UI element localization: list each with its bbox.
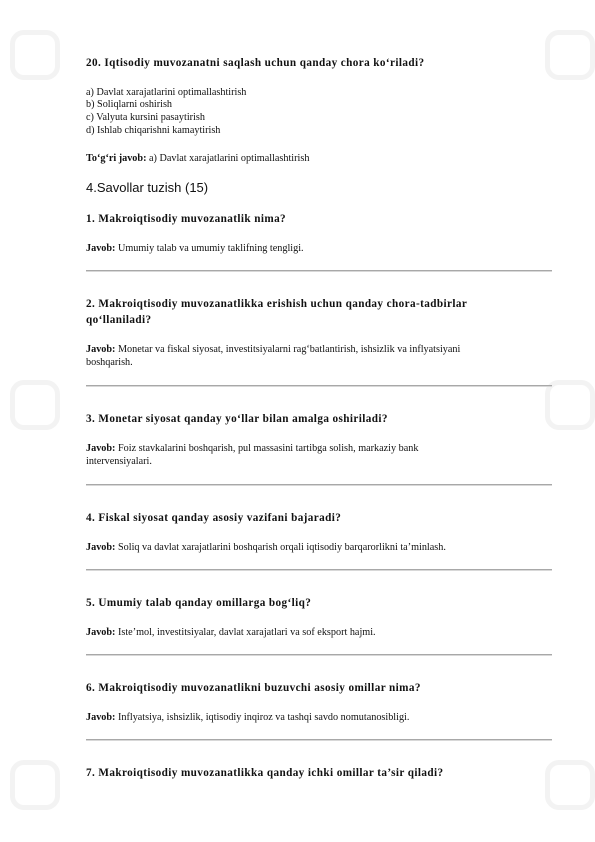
question-4-answer xyxy=(86,542,446,554)
answer-label: Javob: xyxy=(86,712,116,723)
divider xyxy=(86,569,552,571)
answer-label: Javob: xyxy=(86,243,116,254)
question-20-title: 20. Iqtisodiy muvozanatni saqlash uchun qanday chora ko‘riladi? xyxy=(86,57,425,69)
answer-text: Soliq va davlat xarajatlarini boshqarish orqali iqtisodiy barqarorlikni ta’minlash. xyxy=(115,542,446,553)
option-b: b) Soliqlarni oshirish xyxy=(86,99,173,110)
option-c: c) Valyuta kursini pasaytirish xyxy=(86,112,205,123)
answer-text: Foiz stavkalarini boshqarish, pul massasini tartibga solish, markaziy bank xyxy=(115,443,419,454)
watermark-shape xyxy=(10,380,60,430)
question-2-answer xyxy=(86,344,460,356)
question-3-answer-cont: intervensiyalari. xyxy=(86,456,152,467)
question-1-answer xyxy=(86,243,304,255)
divider xyxy=(86,270,552,272)
question-2-answer-cont: boshqarish. xyxy=(86,357,133,368)
watermark-shape xyxy=(10,760,60,810)
answer-text: Inflyatsiya, ishsizlik, iqtisodiy inqiroz va tashqi savdo nomutanosibligi. xyxy=(115,712,410,723)
option-a: a) Davlat xarajatlarini optimallashtirish xyxy=(86,87,247,98)
correct-answer-text: a) Davlat xarajatlarini optimallashtirish xyxy=(146,153,310,164)
question-6-title: 6. Makroiqtisodiy muvozanatlikni buzuvchi asosiy omillar nima? xyxy=(86,682,421,694)
question-2-title: 2. Makroiqtisodiy muvozanatlikka erishish uchun qanday chora-tadbirlar xyxy=(86,298,468,310)
answer-text: Umumiy talab va umumiy taklifning tengligi. xyxy=(115,243,304,254)
question-3-title: 3. Monetar siyosat qanday yo‘llar bilan amalga oshiriladi? xyxy=(86,413,388,425)
answer-label: Javob: xyxy=(86,344,116,355)
question-2-title-cont: qo‘llaniladi? xyxy=(86,314,152,326)
correct-answer-label: To‘g‘ri javob: xyxy=(86,153,147,164)
answer-label: Javob: xyxy=(86,542,116,553)
watermark-shape xyxy=(545,380,595,430)
question-5-title: 5. Umumiy talab qanday omillarga bog‘liq? xyxy=(86,597,312,609)
section-heading: 4.Savollar tuzish (15) xyxy=(86,180,209,195)
question-5-answer xyxy=(86,627,376,639)
question-1-title: 1. Makroiqtisodiy muvozanatlik nima? xyxy=(86,213,287,225)
question-3-answer xyxy=(86,443,418,455)
answer-label: Javob: xyxy=(86,627,116,638)
watermark-shape xyxy=(545,760,595,810)
question-6-answer xyxy=(86,712,409,724)
answer-text: Monetar va fiskal siyosat, investitsiyalarni rag‘batlantirish, ishsizlik va inflyatsiyani xyxy=(115,344,461,355)
question-4-title: 4. Fiskal siyosat qanday asosiy vazifani bajaradi? xyxy=(86,512,342,524)
watermark-shape xyxy=(545,30,595,80)
watermark-shape xyxy=(10,30,60,80)
option-d: d) Ishlab chiqarishni kamaytirish xyxy=(86,125,221,136)
divider xyxy=(86,739,552,741)
divider xyxy=(86,385,552,387)
divider xyxy=(86,484,552,486)
answer-label: Javob: xyxy=(86,443,116,454)
question-7-title: 7. Makroiqtisodiy muvozanatlikka qanday ichki omillar ta’sir qiladi? xyxy=(86,767,444,779)
answer-text: Iste’mol, investitsiyalar, davlat xarajatlari va sof eksport hajmi. xyxy=(115,627,376,638)
divider xyxy=(86,654,552,656)
correct-answer xyxy=(86,153,309,165)
